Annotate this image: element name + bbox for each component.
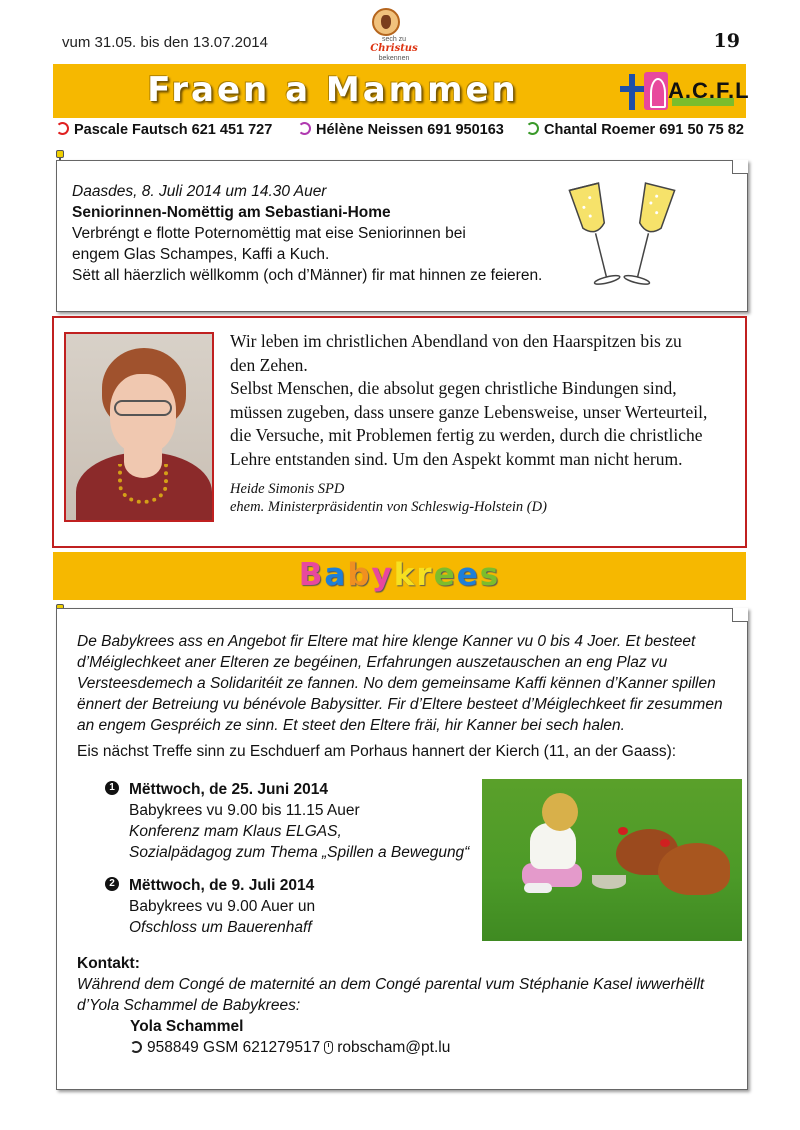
title-letter: e [433,557,457,593]
contact-details [130,1039,450,1057]
acfl-logo [616,70,750,112]
contact-heading: Kontakt: [77,955,140,972]
contact-item [526,122,744,138]
page-number: 19 [713,30,740,52]
quote-line: Selbst Menschen, die absolut gegen christliche Bindungen sind, [230,378,677,398]
section-banner-fraen [53,64,750,118]
section-title-babykrees [53,557,746,593]
portrait-photo [64,332,214,522]
title-letter: e [456,557,480,593]
mouse-icon [324,1041,333,1054]
author-name: Heide Simonis SPD [230,481,345,497]
contact-email[interactable]: robscham@pt.lu [337,1039,451,1056]
quote-line: Wir leben im christlichen Abendland von den Haarspitzen bis zu [230,331,682,351]
phone-icon [526,122,539,135]
title-letter: y [371,557,394,593]
event-line: engem Glas Schampes, Kaffi a Kuch. [72,246,330,263]
champagne-glasses-icon [567,175,677,299]
event-date: Mëttwoch, de 25. Juni 2014 [129,781,328,798]
event-number-icon: 2 [105,877,119,891]
event-line: Ofschloss um Bauerenhaff [129,919,312,936]
quote-line: den Zehen. [230,354,308,375]
event-line: Verbréngt e flotte Poternomëttig mat eise Seniorinnen bei [72,225,466,242]
contact-name: Yola Schammel [130,1018,244,1035]
logo-icon [372,8,400,36]
title-letter: r [416,557,434,593]
contact-line: d’Yola Schammel de Babykrees: [77,997,301,1014]
event-line: Babykrees vu 9.00 bis 11.15 Auer [129,802,360,819]
quote-line: Lehre entstanden sind. Um den Aspekt kommt man nicht herum. [230,448,683,469]
intro-line: Versteesdemech a Solidaritéit ze fannen. No dem gemeinsame Kaffi kënnen d’Kanner spillen [77,675,716,692]
logo-line3: bekennen [378,55,410,62]
scroll-corner [732,608,748,622]
contact-text: Pascale Fautsch 621 451 727 [74,122,273,138]
section-title-fraen: Fraen a Mammen [147,70,519,110]
logo-line2: Christus [370,43,418,54]
event-line: Sëtt all häerzlich wëllkomm (och d’Männer) fir mat hinnen ze feieren. [72,267,543,284]
logo-line1: sech zu [381,36,407,43]
pin-icon [56,150,64,158]
contacts-row [56,122,746,144]
intro-line: an engem Gespréich ze sinn. Et steet den Eltere fräi, hir Kanner bei sech halen. [77,717,625,734]
babykrees-box [56,608,748,1090]
intro-line: ënnert der Betreiung vu bénévole Babysitter. Fir d’Eltere besteet d’Méiglechkeet fir zesummen [77,696,723,713]
contact-section [77,953,727,1016]
header-date-range: vum 31.05. bis den 13.07.2014 [62,34,268,51]
title-letter: b [347,557,372,593]
next-meeting-line: Eis nächst Treffe sinn zu Eschduerf am Porhaus hannert der Kierch (11, an der Gaass): [77,743,677,760]
event-date: Mëttwoch, de 9. Juli 2014 [129,877,315,894]
quote-text [230,330,740,471]
author-role: ehem. Ministerpräsidentin von Schleswig-Holstein (D) [230,499,547,515]
event-box [56,160,748,312]
contact-text: Chantal Roemer 691 50 75 82 [544,122,744,138]
event-date: Daasdes, 8. Juli 2014 um 14.30 Auer [72,183,327,200]
title-letter: k [393,557,417,593]
event-line: Konferenz mam Klaus ELGAS, [129,823,342,840]
logo-christus [364,8,424,64]
babykrees-intro [77,631,727,736]
intro-line: d’Méiglechkeet aner Elteren ze begéinen, Erfahrungen auszetauschen an eng Plaz vu [77,654,668,671]
intro-line: De Babykrees ass en Angebot fir Eltere mat hire klenge Kanner vu 0 bis 4 Joer. Et besteet [77,633,696,650]
child-chickens-photo [482,779,742,941]
phone-icon [130,1041,142,1053]
phone-icon [298,122,311,135]
event-box-text [72,181,542,286]
quote-line: die Versuche, mit Problemen fertig zu werden, durch die christliche [230,425,703,445]
event-number-icon: 1 [105,781,119,795]
title-letter: a [324,557,348,593]
contact-text: Hélène Neissen 691 950163 [316,122,504,138]
contact-item [56,122,272,138]
title-letter: B [298,557,325,593]
phone-icon [56,122,69,135]
figures-icon [644,72,668,110]
cross-icon [620,74,644,110]
contact-line: Während dem Congé de maternité an dem Congé parental vum Stéphanie Kasel iwwerhëllt [77,976,705,993]
section-banner-babykrees [53,552,746,600]
title-letter: s [479,557,501,593]
acfl-logo-text: A.C.F.L [668,78,750,103]
contact-phone: 958849 GSM 621279517 [147,1039,321,1056]
event-line: Babykrees vu 9.00 Auer un [129,898,316,915]
quote-line: müssen zugeben, dass unsere ganze Lebensweise, unser Werteurteil, [230,401,708,422]
quote-box [52,316,747,548]
scroll-corner [732,160,748,174]
contact-item [298,122,504,138]
quote-author [230,480,740,516]
event-line: Sozialpädagog zum Thema „Spillen a Bewegung“ [129,844,470,861]
event-title: Seniorinnen-Nomëttig am Sebastiani-Home [72,204,391,221]
